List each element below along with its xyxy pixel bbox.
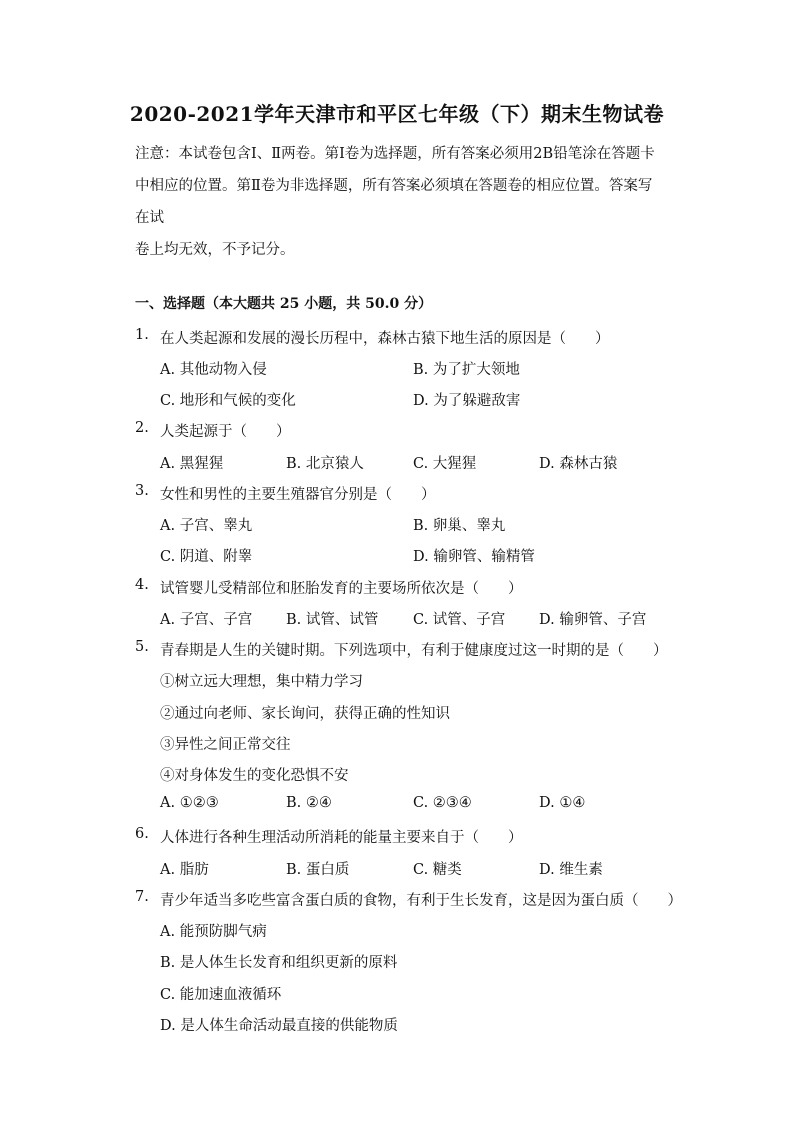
question-text: 青春期是人生的关键时期。下列选项中，有利于健康度过这一时期的是（ ） [160, 643, 668, 659]
question-number: 4. [135, 577, 149, 593]
option-b[interactable]: B. 是人体生长发育和组织更新的原料 [160, 955, 398, 971]
option-c[interactable]: C. 地形和气候的变化 [160, 393, 296, 409]
option-d[interactable]: D. 是人体生命活动最直接的供能物质 [160, 1018, 398, 1034]
question-number: 3. [135, 483, 149, 499]
notice-line: 注意：本试卷包含Ⅰ、Ⅱ两卷。第Ⅰ卷为选择题，所有答案必须用2B铅笔涂在答题卡 [135, 146, 655, 162]
exam-title: 2020-2021学年天津市和平区七年级（下）期末生物试卷 [129, 102, 665, 126]
notice-line: 中相应的位置。第Ⅱ卷为非选择题，所有答案必须填在答题卷的相应位置。答案写在试 [135, 178, 653, 226]
option-b[interactable]: B. 北京猿人 [286, 456, 364, 472]
question-number: 7. [135, 889, 149, 905]
option-a[interactable]: A. 子宫、子宫 [160, 612, 253, 628]
option-a[interactable]: A. 子宫、睾丸 [160, 518, 253, 534]
option-c[interactable]: C. 大猩猩 [413, 456, 477, 472]
question-number: 1. [135, 327, 149, 343]
option-b[interactable]: B. ②④ [286, 795, 332, 811]
option-d[interactable]: D. 维生素 [539, 862, 603, 878]
exam-notice [135, 138, 665, 266]
question-text: 人体进行各种生理活动所消耗的能量主要来自于（ ） [160, 830, 523, 846]
question-text: 青少年适当多吃些富含蛋白质的食物，有利于生长发育，这是因为蛋白质（ ） [160, 893, 682, 909]
question-number: 6. [135, 826, 149, 842]
option-d[interactable]: D. 输卵管、输精管 [413, 549, 535, 565]
statement: ②通过向老师、家长询问，获得正确的性知识 [160, 706, 450, 722]
option-a[interactable]: A. ①②③ [160, 795, 219, 811]
question-text: 女性和男性的主要生殖器官分别是（ ） [160, 487, 436, 503]
statement: ③异性之间正常交往 [160, 737, 291, 753]
option-b[interactable]: B. 试管、试管 [286, 612, 379, 628]
option-b[interactable]: B. 为了扩大领地 [413, 362, 520, 378]
question-text: 试管婴儿受精部位和胚胎发育的主要场所依次是（ ） [160, 581, 523, 597]
option-a[interactable]: A. 脂肪 [160, 862, 209, 878]
option-d[interactable]: D. 输卵管、子宫 [539, 612, 647, 628]
option-d[interactable]: D. 为了躲避敌害 [413, 393, 521, 409]
question-text: 人类起源于（ ） [160, 424, 291, 440]
notice-line: 卷上均无效，不予记分。 [135, 242, 295, 258]
option-c[interactable]: C. ②③④ [413, 795, 472, 811]
question-number: 2. [135, 420, 149, 436]
option-c[interactable]: C. 试管、子宫 [413, 612, 506, 628]
question-text: 在人类起源和发展的漫长历程中，森林古猿下地生活的原因是（ ） [160, 331, 610, 347]
option-c[interactable]: C. 糖类 [413, 862, 462, 878]
option-d[interactable]: D. 森林古猿 [539, 456, 618, 472]
option-a[interactable]: A. 其他动物入侵 [160, 362, 267, 378]
option-b[interactable]: B. 蛋白质 [286, 862, 350, 878]
option-a[interactable]: A. 能预防脚气病 [160, 924, 267, 940]
question-number: 5. [135, 639, 149, 655]
option-d[interactable]: D. ①④ [539, 795, 586, 811]
section-title: 一、选择题（本大题共 25 小题，共 50.0 分） [135, 296, 433, 312]
option-b[interactable]: B. 卵巢、睾丸 [413, 518, 506, 534]
statement: ①树立远大理想，集中精力学习 [160, 674, 363, 690]
statement: ④对身体发生的变化恐惧不安 [160, 768, 349, 784]
option-a[interactable]: A. 黑猩猩 [160, 456, 224, 472]
option-c[interactable]: C. 阴道、附睾 [160, 549, 253, 565]
option-c[interactable]: C. 能加速血液循环 [160, 987, 282, 1003]
